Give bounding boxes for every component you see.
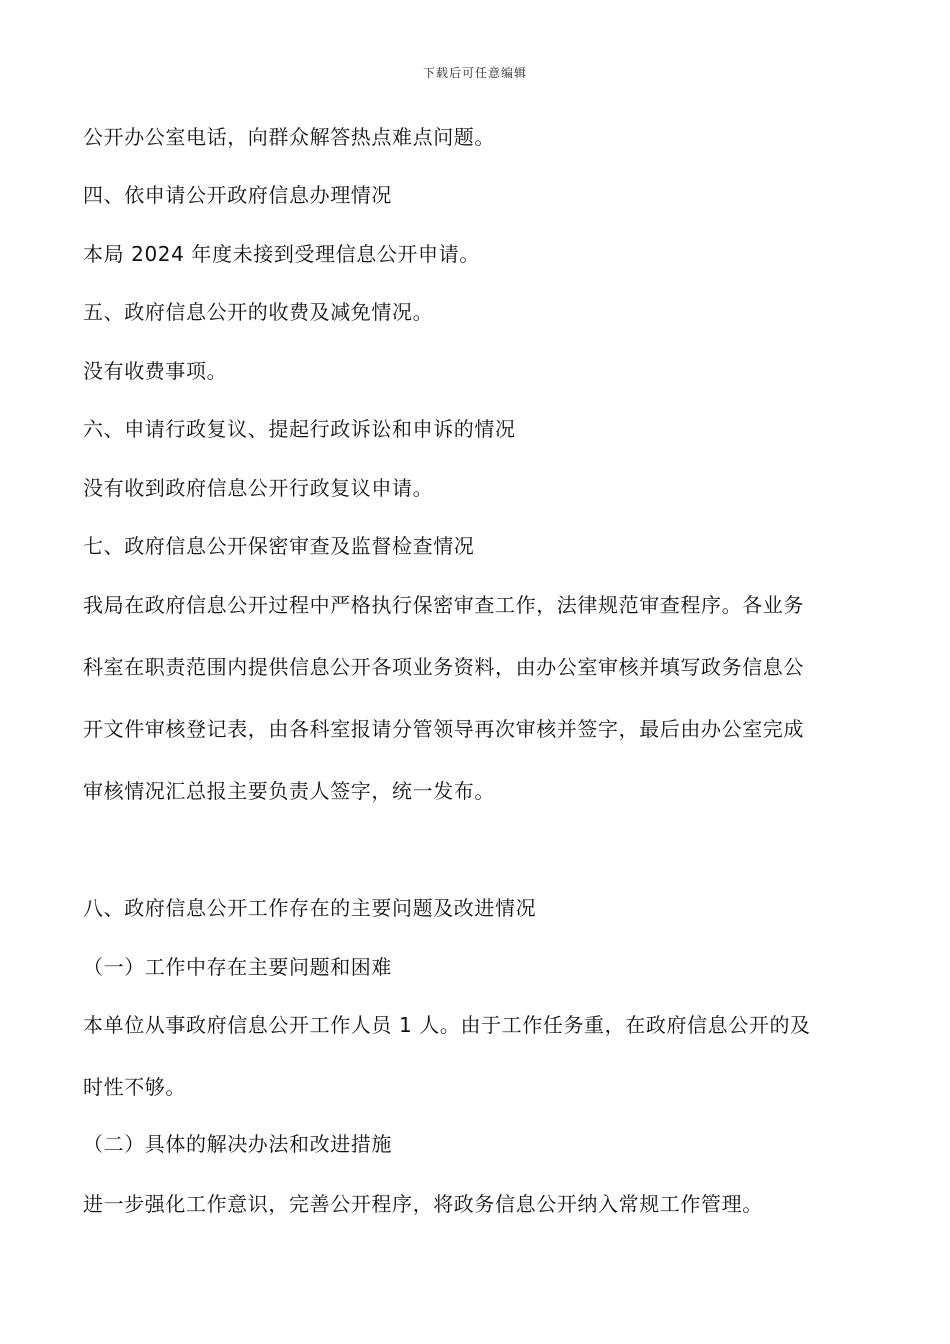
body-text-line: 开文件审核登记表，由各科室报请分管领导再次审核并签字，最后由办公室完成 [83, 717, 804, 741]
body-text-line: 没有收到政府信息公开行政复议申请。 [83, 476, 434, 500]
subsection-heading-1: （一）工作中存在主要问题和困难 [83, 955, 392, 979]
section-heading-7: 七、政府信息公开保密审查及监督检查情况 [83, 534, 475, 558]
subsection-heading-2: （二）具体的解决办法和改进措施 [83, 1132, 392, 1156]
body-text-line: 科室在职责范围内提供信息公开各项业务资料，由办公室审核并填写政务信息公 [83, 655, 804, 679]
section-heading-5: 五、政府信息公开的收费及减免情况。 [83, 300, 434, 324]
body-text-line: 进一步强化工作意识，完善公开程序，将政务信息公开纳入常规工作管理。 [83, 1192, 763, 1216]
body-text-line: 本局 2024 年度未接到受理信息公开申请。 [83, 242, 480, 266]
body-text-line: 审核情况汇总报主要负责人签字，统一发布。 [83, 779, 495, 803]
body-text-line: 时性不够。 [83, 1075, 186, 1099]
section-heading-4: 四、依申请公开政府信息办理情况 [83, 183, 392, 207]
page-header-note: 下载后可任意编辑 [422, 66, 527, 80]
body-text-line: 本单位从事政府信息公开工作人员 1 人。由于工作任务重，在政府信息公开的及 [83, 1013, 811, 1037]
body-text-line: 公开办公室电话，向群众解答热点难点问题。 [83, 125, 495, 149]
section-heading-6: 六、申请行政复议、提起行政诉讼和申诉的情况 [83, 417, 516, 441]
body-text-line: 没有收费事项。 [83, 359, 228, 383]
section-heading-8: 八、政府信息公开工作存在的主要问题及改进情况 [83, 896, 537, 920]
body-text-line: 我局在政府信息公开过程中严格执行保密审查工作，法律规范审查程序。各业务 [83, 593, 804, 617]
